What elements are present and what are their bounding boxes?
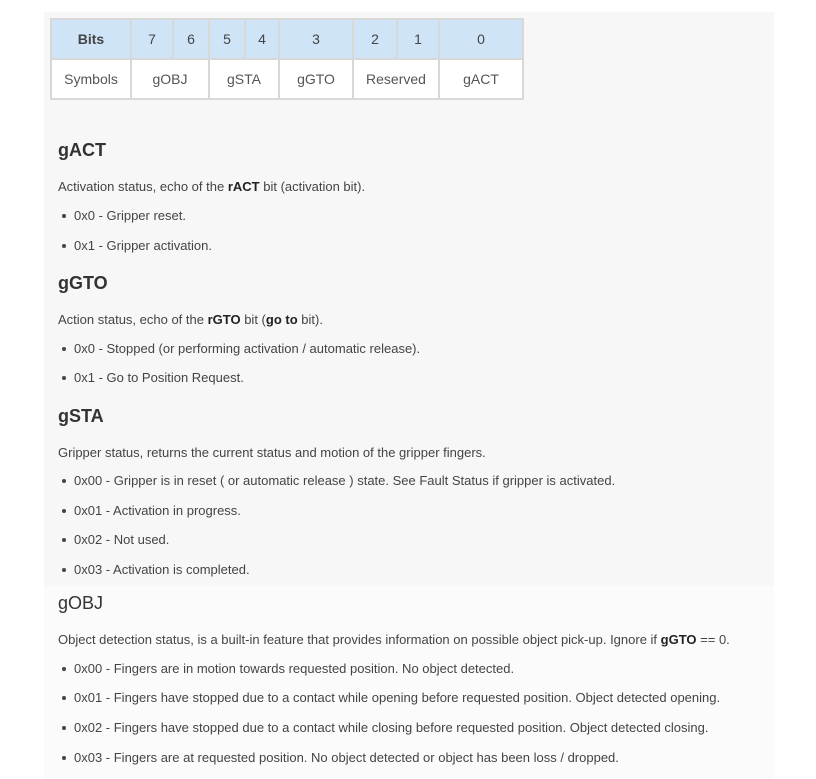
list-item: 0x1 - Gripper activation.: [58, 238, 212, 253]
gact-desc-bold: rACT: [227, 179, 260, 194]
list-item: 0x02 - Not used.: [58, 532, 169, 547]
ggto-desc-bold: rGTO: [207, 312, 241, 327]
bits-header-label: Bits: [51, 19, 131, 59]
list-item: 0x02 - Fingers have stopped due to a contact while closing before requested position. Object detected closing.: [58, 720, 709, 735]
ggto-desc-bold2: go to: [265, 312, 298, 327]
list-item: 0x03 - Activation is completed.: [58, 562, 250, 577]
symbols-label: Symbols: [51, 59, 131, 99]
list-item: 0x00 - Gripper is in reset ( or automatic release ) state. See Fault Status if gripper is activated.: [58, 473, 615, 488]
gobj-heading: gOBJ: [58, 593, 104, 613]
list-item: 0x01 - Activation in progress.: [58, 503, 241, 518]
bits-header-row: [51, 19, 523, 59]
symbol-gobj: gOBJ: [131, 59, 209, 99]
gobj-desc-text: Object detection status, is a built-in feature that provides information on possible object pick-up. Ignore if: [58, 632, 661, 647]
gact-heading: gACT: [58, 140, 106, 160]
list-item: 0x0 - Gripper reset.: [58, 208, 186, 223]
bit-2: 2: [353, 19, 397, 59]
list-item: 0x00 - Fingers are in motion towards requested position. No object detected.: [58, 661, 514, 676]
list-item: 0x01 - Fingers have stopped due to a contact while opening before requested position. Object detected opening.: [58, 690, 720, 705]
list-item: 0x1 - Go to Position Request.: [58, 370, 244, 385]
list-item: 0x03 - Fingers are at requested position. No object detected or object has been loss / dropped.: [58, 750, 619, 765]
bit-3: 3: [279, 19, 353, 59]
symbol-gsta: gSTA: [209, 59, 279, 99]
gobj-desc-bold: gGTO: [660, 632, 697, 647]
ggto-desc-text-mid: bit (: [240, 312, 266, 327]
list-item: 0x0 - Stopped (or performing activation / automatic release).: [58, 341, 420, 356]
bit-6: 6: [173, 19, 209, 59]
bit-7: 7: [131, 19, 173, 59]
ggto-heading: gGTO: [58, 273, 108, 293]
symbol-ggto: gGTO: [279, 59, 353, 99]
gact-description: [58, 179, 365, 194]
gobj-description: [58, 632, 730, 647]
gact-desc-text-end: bit (activation bit).: [259, 179, 366, 194]
gsta-heading: gSTA: [58, 406, 104, 426]
bit-1: 1: [397, 19, 439, 59]
ggto-desc-text-end: bit).: [297, 312, 323, 327]
gact-desc-text: Activation status, echo of the: [58, 179, 228, 194]
ggto-description: [58, 312, 323, 327]
ggto-desc-text: Action status, echo of the: [58, 312, 208, 327]
gsta-description: Gripper status, returns the current status and motion of the gripper fingers.: [58, 445, 486, 460]
bit-5: 5: [209, 19, 245, 59]
gobj-desc-text-end: == 0.: [696, 632, 730, 647]
bit-0: 0: [439, 19, 523, 59]
symbol-gact: gACT: [439, 59, 523, 99]
symbol-reserved: Reserved: [353, 59, 439, 99]
bits-symbols-row: [51, 59, 523, 99]
bit-4: 4: [245, 19, 279, 59]
bits-table: [50, 18, 524, 100]
